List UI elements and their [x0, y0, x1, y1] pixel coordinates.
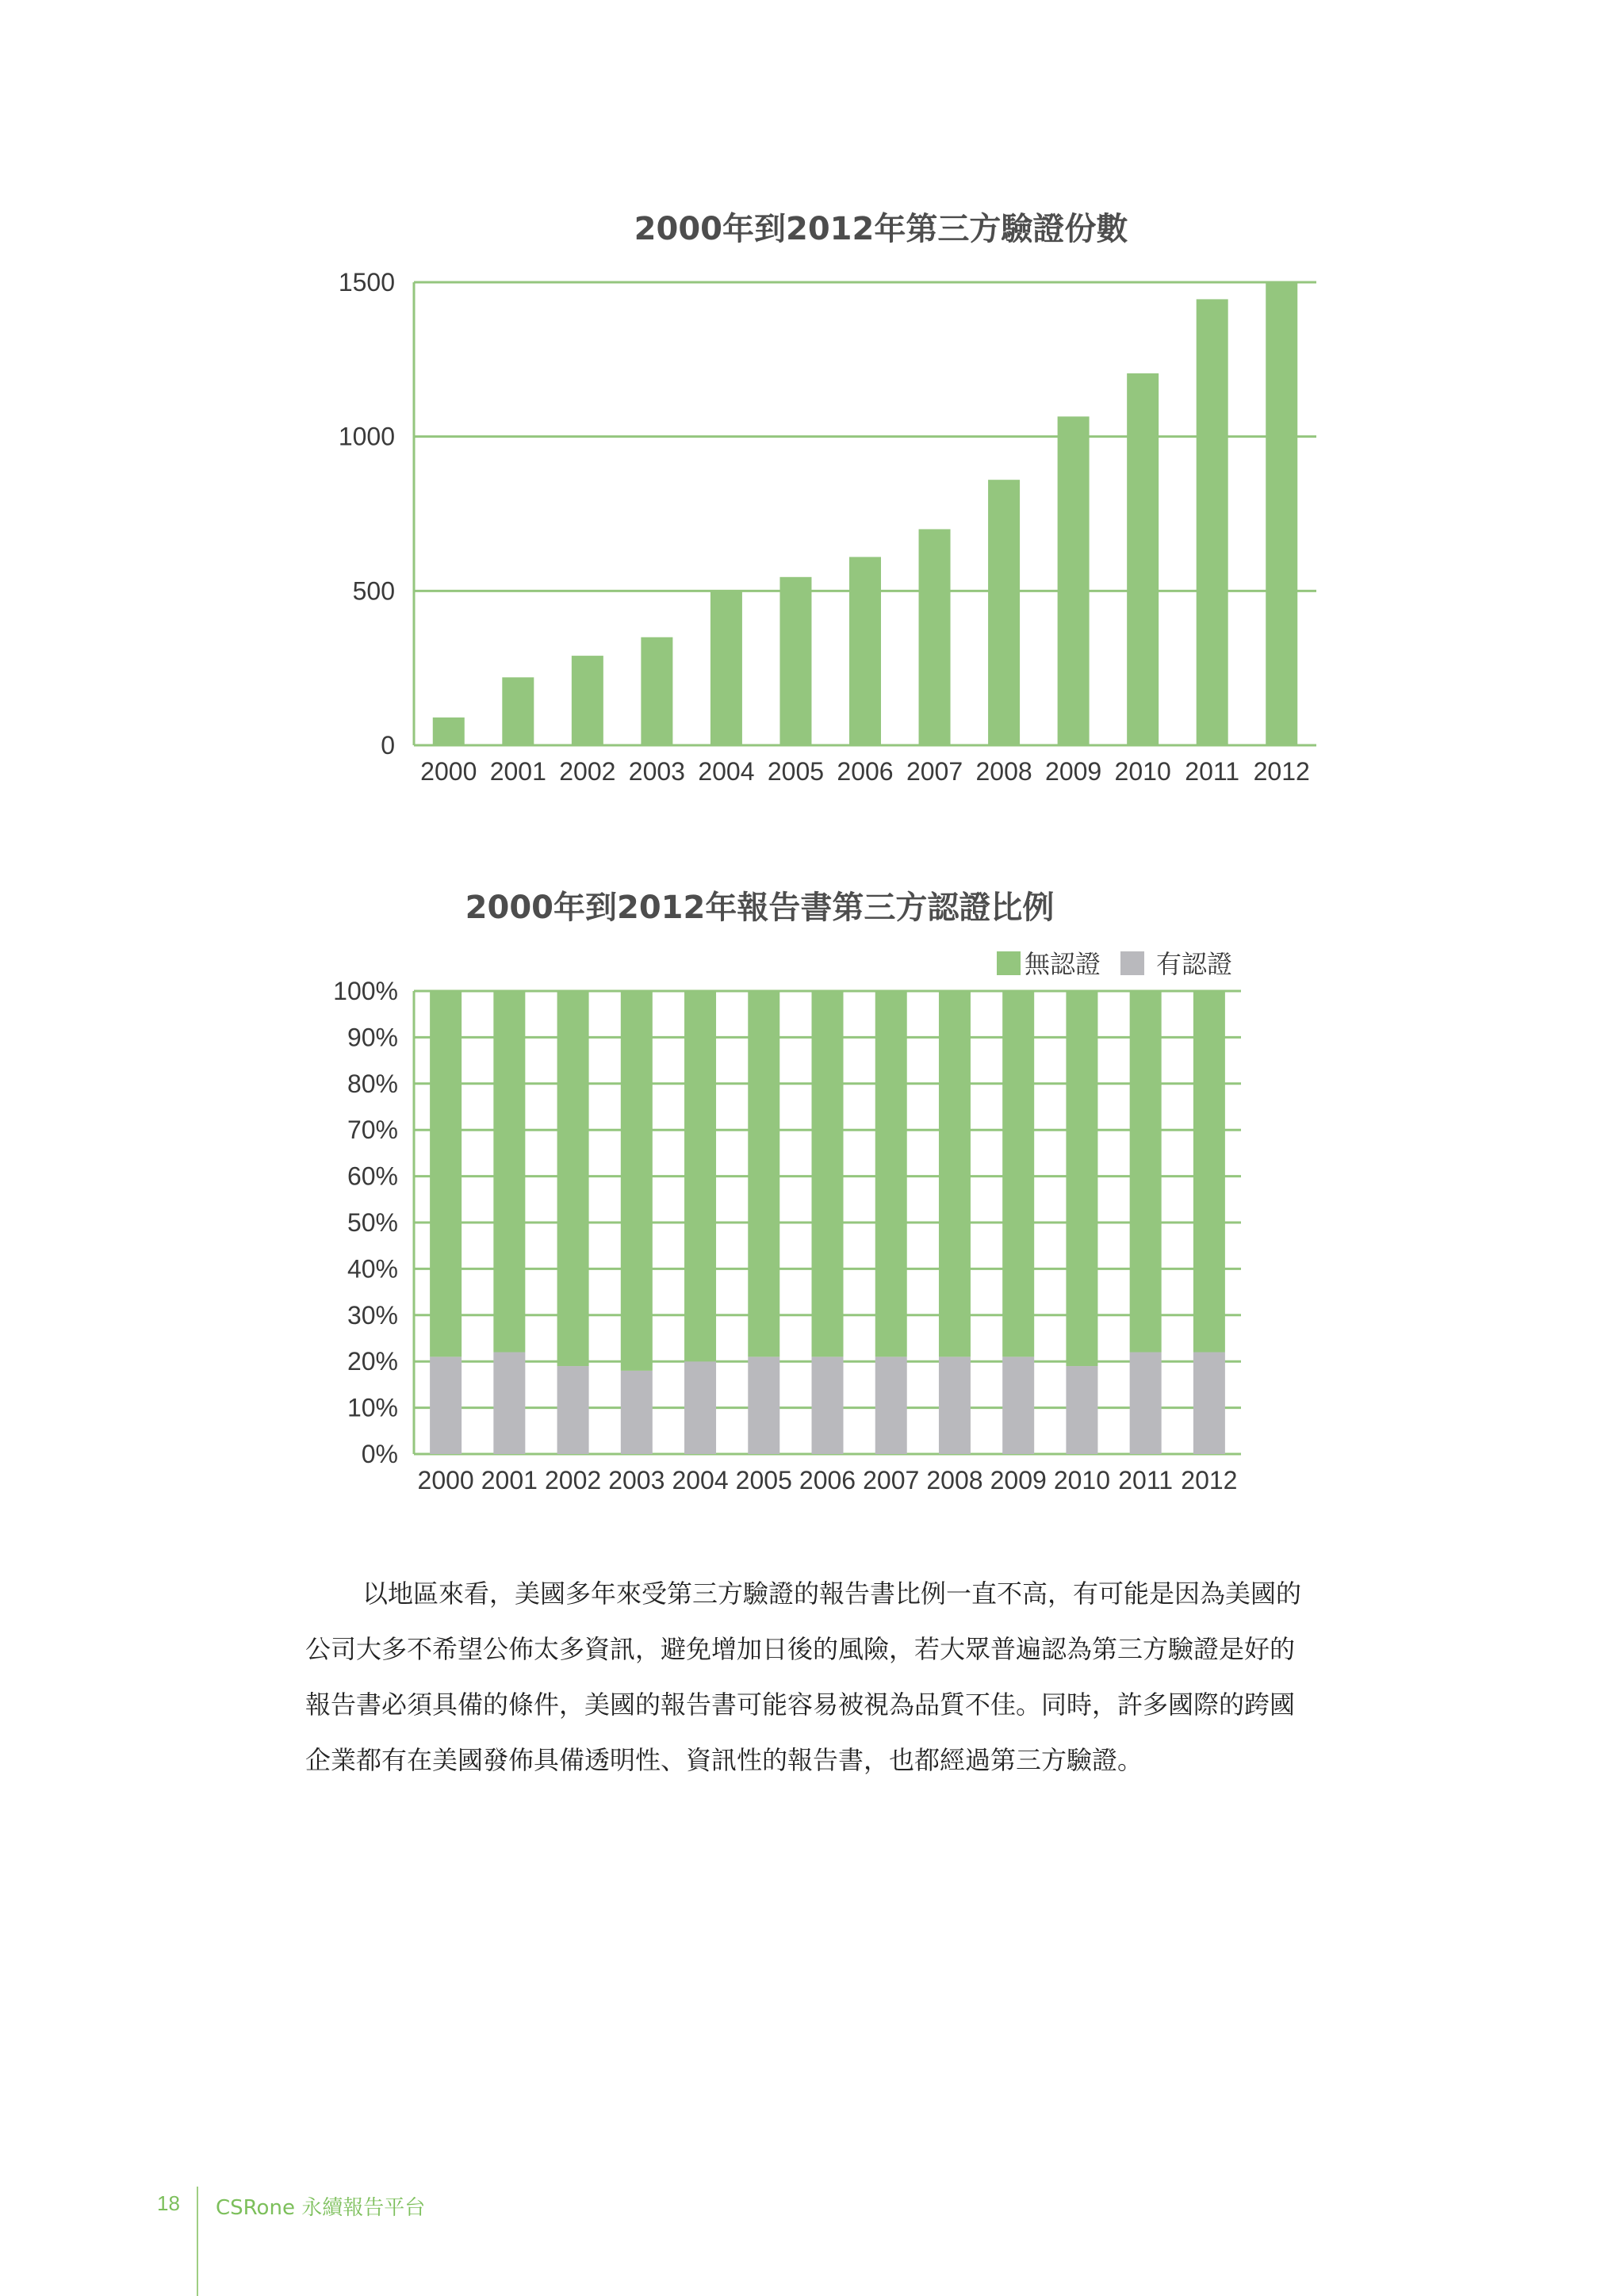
x-tick-label: 2008	[975, 757, 1032, 786]
x-tick-label: 2008	[926, 1466, 983, 1494]
bar-2002-no-cert	[557, 991, 589, 1366]
x-tick-label: 2002	[559, 757, 616, 786]
chart-title: 2000年到2012年報告書第三方認證比例	[465, 890, 1055, 926]
y-tick-label: 40%	[347, 1254, 398, 1284]
bar-2009-no-cert	[1002, 991, 1034, 1357]
y-tick-label: 500	[352, 576, 395, 606]
bar-2002-cert	[557, 1366, 589, 1454]
x-tick-label: 2006	[837, 757, 894, 786]
legend-label-cert: 有認證	[1156, 949, 1233, 979]
y-tick-label: 90%	[347, 1023, 398, 1052]
bar-2004-no-cert	[684, 991, 716, 1361]
x-tick-label: 2011	[1118, 1466, 1174, 1494]
bar-2005-cert	[748, 1357, 779, 1454]
bar-2011-no-cert	[1130, 991, 1162, 1353]
bar-2005	[779, 577, 811, 745]
x-tick-label: 2007	[906, 757, 963, 786]
bar-2011-cert	[1130, 1353, 1162, 1454]
page-number: 18	[157, 2191, 180, 2215]
bar-2009-cert	[1002, 1357, 1034, 1454]
x-tick-label: 2011	[1185, 757, 1240, 786]
body-line: 公司大多不希望公佈太多資訊，避免增加日後的風險，若大眾普遍認為第三方驗證是好的	[305, 1634, 1296, 1664]
bar-2008-no-cert	[939, 991, 971, 1357]
bar-2000-no-cert	[430, 991, 462, 1357]
x-tick-label: 2012	[1181, 1466, 1238, 1494]
body-line: 報告書必須具備的條件，美國的報告書可能容易被視為品質不佳。同時，許多國際的跨國	[305, 1689, 1296, 1720]
bar-2007-no-cert	[875, 991, 907, 1357]
bar-2002	[572, 656, 603, 745]
bar-2010-no-cert	[1066, 991, 1097, 1366]
legend-swatch-no-cert	[997, 951, 1021, 975]
legend-swatch-cert	[1120, 951, 1144, 975]
bar-2010	[1127, 373, 1159, 745]
x-tick-label: 2003	[608, 1466, 665, 1494]
x-tick-label: 2000	[420, 757, 477, 786]
bar-2011	[1197, 299, 1228, 745]
y-tick-label: 50%	[347, 1208, 398, 1237]
y-tick-label: 1000	[338, 422, 395, 451]
bar-2007	[919, 529, 951, 745]
bar-2003-no-cert	[621, 991, 653, 1371]
body-line: 以地區來看，美國多年來受第三方驗證的報告書比例一直不高，有可能是因為美國的	[362, 1578, 1302, 1609]
y-tick-label: 30%	[347, 1300, 398, 1330]
bar-2004	[710, 591, 742, 745]
legend-label-no-cert: 無認證	[1025, 949, 1101, 979]
body-paragraph	[305, 1566, 1400, 1788]
x-tick-label: 2006	[799, 1466, 856, 1494]
x-tick-label: 2001	[481, 1466, 538, 1494]
bar-2004-cert	[684, 1361, 716, 1454]
bar-2008-cert	[939, 1357, 971, 1454]
y-tick-label: 0	[381, 731, 395, 760]
footer-divider	[197, 2187, 198, 2296]
x-tick-label: 2010	[1053, 1466, 1111, 1494]
bar-2008	[988, 480, 1020, 745]
y-tick-label: 20%	[347, 1347, 398, 1376]
y-tick-label: 60%	[347, 1161, 398, 1191]
y-tick-label: 0%	[361, 1440, 398, 1468]
x-tick-label: 2012	[1253, 757, 1310, 786]
x-tick-label: 2007	[863, 1466, 920, 1494]
bar-2005-no-cert	[748, 991, 779, 1357]
bar-2001-no-cert	[493, 991, 525, 1353]
bar-2001-cert	[493, 1353, 525, 1454]
bar-2001	[502, 677, 534, 745]
bar-2012-no-cert	[1193, 991, 1225, 1353]
chart-title: 2000年到2012年第三方驗證份數	[634, 211, 1128, 247]
x-tick-label: 2004	[672, 1466, 729, 1494]
bar-2012-cert	[1193, 1353, 1225, 1454]
y-tick-label: 70%	[347, 1115, 398, 1145]
x-tick-label: 2009	[1045, 757, 1102, 786]
y-tick-label: 1500	[338, 268, 395, 297]
x-tick-label: 2003	[628, 757, 685, 786]
y-tick-label: 100%	[333, 977, 398, 1005]
bar-2007-cert	[875, 1357, 907, 1454]
x-tick-label: 2000	[417, 1466, 474, 1494]
bar-2006-cert	[812, 1357, 844, 1454]
body-line: 企業都有在美國發佈具備透明性、資訊性的報告書，也都經過第三方驗證。	[305, 1745, 1143, 1775]
footer-brand: CSRone 永續報告平台	[216, 2196, 426, 2220]
chart-verification-count	[0, 198, 1624, 817]
x-tick-label: 2005	[767, 757, 825, 786]
bar-2000-cert	[430, 1357, 462, 1454]
chart-certification-ratio	[0, 880, 1624, 1514]
x-tick-label: 2009	[990, 1466, 1047, 1494]
x-tick-label: 2001	[489, 757, 546, 786]
bar-2000	[433, 718, 465, 745]
x-tick-label: 2005	[735, 1466, 792, 1494]
bar-2010-cert	[1066, 1366, 1097, 1454]
bar-2003	[641, 637, 672, 745]
y-tick-label: 80%	[347, 1069, 398, 1098]
bar-2003-cert	[621, 1371, 653, 1454]
bar-2009	[1058, 416, 1090, 745]
x-tick-label: 2002	[544, 1466, 602, 1494]
x-tick-label: 2010	[1114, 757, 1171, 786]
y-tick-label: 10%	[347, 1393, 398, 1422]
bar-2006-no-cert	[812, 991, 844, 1357]
bar-2012	[1266, 282, 1297, 745]
x-tick-label: 2004	[698, 757, 755, 786]
bar-2006	[849, 557, 881, 745]
